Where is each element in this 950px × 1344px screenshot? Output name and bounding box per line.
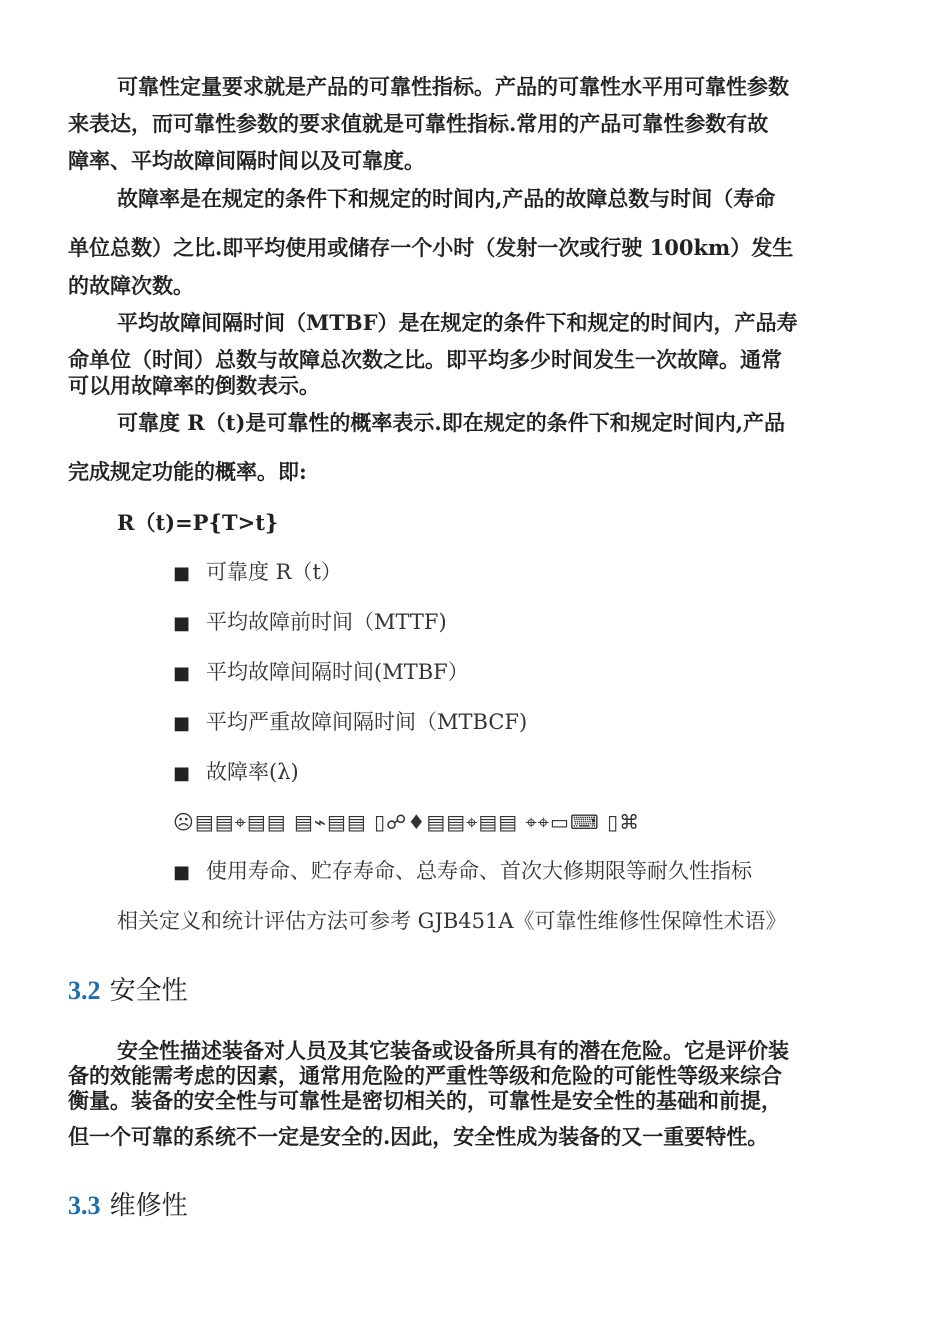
list-item: [173, 858, 752, 886]
para2-line2: 单位总数）之比.即平均使用或储存一个小时（发射一次或行驶 100km）发生: [68, 235, 794, 260]
list-item: [173, 609, 447, 637]
list-item-text: 平均故障前时间（MTTF): [206, 610, 447, 634]
para2-line1: 故障率是在规定的条件下和规定的时间内,产品的故障总数与时间（寿命: [117, 186, 776, 211]
list-item-text: 故障率(λ): [206, 760, 299, 784]
para1-line3: 障率、平均故障间隔时间以及可靠度。: [68, 148, 425, 173]
para5-line4: 但一个可靠的系统不一定是安全的.因此，安全性成为装备的又一重要特性。: [68, 1124, 769, 1149]
para5-line1: 安全性描述装备对人员及其它装备或设备所具有的潜在危险。它是评价装: [117, 1038, 789, 1063]
section-title: 维修性: [109, 1191, 188, 1221]
para1-line2: 来表达，而可靠性参数的要求值就是可靠性指标.常用的产品可靠性参数有故: [68, 111, 769, 136]
square-bullet-icon: ■: [173, 763, 191, 784]
section-heading-3-2: [68, 975, 188, 1007]
reference-note: 相关定义和统计评估方法可参考 GJB451A《可靠性维修性保障性术语》: [117, 909, 787, 933]
list-item: [173, 759, 299, 787]
garbled-symbol-line: ☹▤▤⌖▤▤ ▤⌁▤▤ ▯☍♦▤▤⌖▤▤ ⌖⌖▭⌨ ▯⌘: [173, 810, 641, 834]
para3-line1: 平均故障间隔时间（MTBF）是在规定的条件下和规定的时间内，产品寿: [117, 310, 798, 335]
para3-line3: 可以用故障率的倒数表示。: [68, 373, 320, 398]
para5-line2: 备的效能需考虑的因素，通常用危险的严重性等级和危险的可能性等级来综合: [68, 1063, 782, 1088]
list-item-text: 可靠度 R（t）: [206, 560, 342, 584]
reliability-formula: R（t)=P{T>t}: [117, 510, 279, 535]
section-heading-3-3: [68, 1190, 188, 1222]
section-number: 3.3: [68, 1191, 101, 1220]
square-bullet-icon: ■: [173, 713, 191, 734]
para3-line2: 命单位（时间）总数与故障总次数之比。即平均多少时间发生一次故障。通常: [68, 347, 782, 372]
list-item: [173, 709, 527, 737]
para1-line1: 可靠性定量要求就是产品的可靠性指标。产品的可靠性水平用可靠性参数: [117, 74, 789, 99]
square-bullet-icon: ■: [173, 613, 191, 634]
section-number: 3.2: [68, 976, 101, 1005]
para4-line1: 可靠度 R（t)是可靠性的概率表示.即在规定的条件下和规定时间内,产品: [117, 410, 786, 435]
list-item: [173, 559, 342, 587]
section-title: 安全性: [109, 976, 188, 1006]
para5-line3: 衡量。装备的安全性与可靠性是密切相关的，可靠性是安全性的基础和前提，: [68, 1088, 782, 1113]
list-item-text: 平均故障间隔时间(MTBF）: [206, 660, 469, 684]
para4-line2: 完成规定功能的概率。即:: [68, 459, 307, 484]
square-bullet-icon: ■: [173, 862, 191, 883]
list-item-text: 平均严重故障间隔时间（MTBCF): [206, 710, 528, 734]
list-item-text: 使用寿命、贮存寿命、总寿命、首次大修期限等耐久性指标: [206, 859, 752, 883]
para2-line3: 的故障次数。: [68, 273, 194, 298]
list-item: [173, 659, 469, 687]
square-bullet-icon: ■: [173, 663, 191, 684]
square-bullet-icon: ■: [173, 563, 191, 584]
